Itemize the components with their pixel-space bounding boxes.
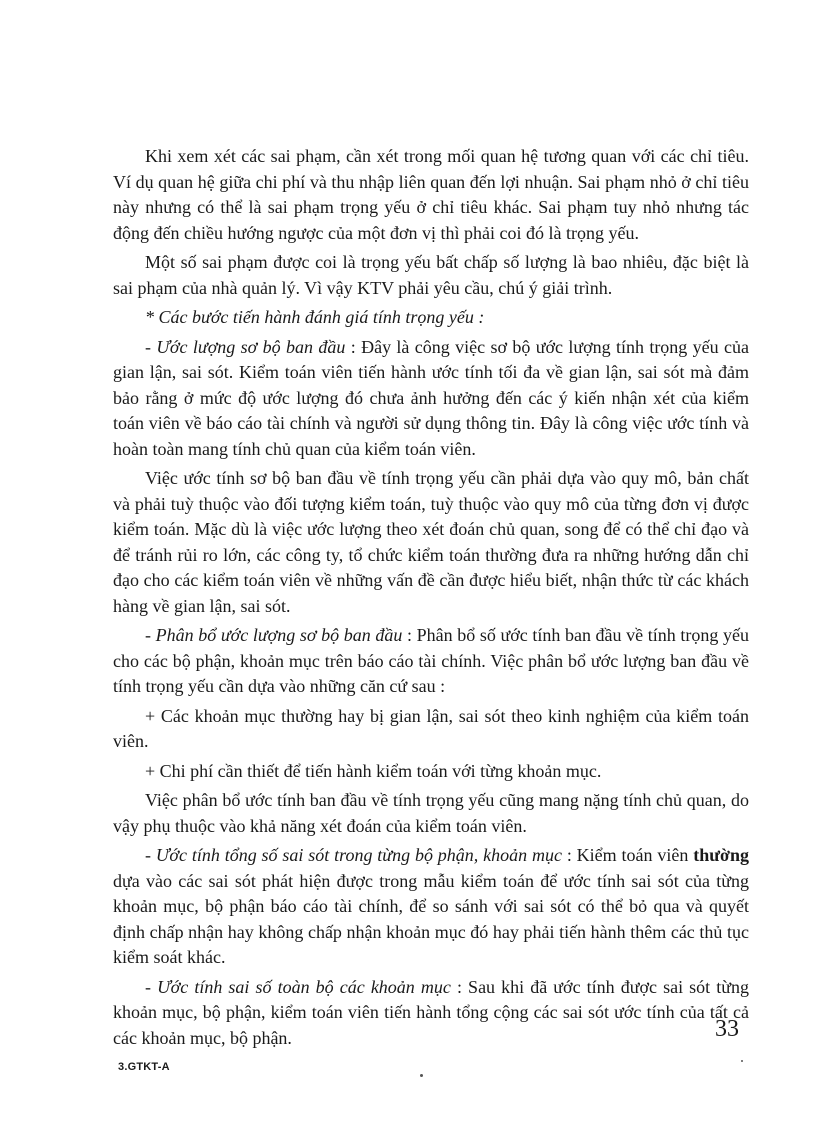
step-paragraph: [113, 843, 749, 971]
step-lead: - Ước lượng sơ bộ ban đầu: [145, 336, 346, 357]
steps-heading: * Các bước tiến hành đánh giá tính trọng yếu :: [145, 307, 485, 327]
paragraph: Một số sai phạm được coi là trọng yếu bất chấp số lượng là bao nhiêu, đặc biệt là sai phạm của nhà quản lý. Vì vậy KTV phải yêu cầu, chú ý giải trình.: [113, 252, 749, 298]
step-lead: - Ước tính sai số toàn bộ các khoản mục: [145, 976, 451, 997]
step-paragraph: [113, 335, 749, 463]
step-text: : Kiểm toán viên: [561, 845, 694, 865]
step-text: : Sau khi đã ước tính được sai sót từng khoản mục, bộ phận, kiểm toán viên tiến hành tổng cộng các sai sót ước tính của tất cả các khoản mục, bộ phận.: [113, 976, 749, 1048]
step-text: : Phân bổ số ước tính ban đầu về tính trọng yếu cho các bộ phận, khoản mục trên báo cáo tài chính. Việc phân bổ ước lượng ban đầu về tính trọng yếu cần dựa vào những căn cứ sau :: [113, 625, 749, 696]
step-paragraph: [113, 623, 749, 700]
step-paragraph: [113, 975, 749, 1052]
scan-speck: [420, 1074, 423, 1077]
footer-code: 3.GTKT-A: [118, 1061, 170, 1073]
body-text: [113, 144, 749, 1055]
step-text: : Đây là công việc sơ bộ ước lượng tính trọng yếu của gian lận, sai sót. Kiểm toán viên tiến hành ước tính tối đa về gian lận, sai sót mà đảm bảo rằng ở mức độ ước lượng đó chưa ảnh hưởng đến các ý kiến nhận xét của kiểm toán viên về báo cáo tài chính và người sử dụng thông tin. Đây là công việc ước tính và hoàn toàn mang tính chủ quan của kiểm toán viên.: [113, 336, 749, 459]
scan-speck: [741, 1060, 743, 1062]
paragraph: Việc phân bổ ước tính ban đầu về tính trọng yếu cũng mang nặng tính chủ quan, do vậy phụ thuộc vào khả năng xét đoán của kiểm toán viên.: [113, 790, 749, 836]
step-bold-word: thường: [693, 845, 749, 865]
bullet-item: + Chi phí cần thiết để tiến hành kiểm toán với từng khoản mục.: [145, 760, 602, 781]
step-lead: - Phân bổ ước lượng sơ bộ ban đầu: [145, 625, 403, 645]
page-number: 33: [715, 1016, 739, 1042]
paragraph: Khi xem xét các sai phạm, cần xét trong mối quan hệ tương quan với các chỉ tiêu. Ví dụ quan hệ giữa chi phí và thu nhập liên quan đến lợi nhuận. Sai phạm nhỏ ở chỉ tiêu này nhưng có thể là sai phạm trọng yếu ở chỉ tiêu khác. Sai phạm tuy nhỏ nhưng tác động đến chiều hướng ngược của một đơn vị thì phải coi đó là trọng yếu.: [113, 146, 749, 243]
step-text: dựa vào các sai sót phát hiện được trong mẫu kiểm toán để ước tính sai sót của từng khoản mục, bộ phận báo cáo tài chính, để so sánh với sai sót có thể bỏ qua và quyết định chấp nhận hay không chấp nhận khoản mục đó hay phải tiến hành thêm các thủ tục kiểm soát khác.: [113, 870, 749, 967]
bullet-item: + Các khoản mục thường hay bị gian lận, sai sót theo kinh nghiệm của kiểm toán viên.: [113, 705, 749, 751]
step-lead: - Ước tính tổng số sai sót trong từng bộ phận, khoản mục: [145, 845, 562, 865]
paragraph: Việc ước tính sơ bộ ban đầu về tính trọng yếu cần phải dựa vào quy mô, bản chất và phải tuỳ thuộc vào đối tượng kiểm toán, tuỳ thuộc vào quy mô của từng đơn vị được kiểm toán. Mặc dù là việc ước lượng theo xét đoán chủ quan, song để có thể chỉ đạo và để tránh rủi ro lớn, các công ty, tổ chức kiểm toán thường đưa ra những hướng dẫn chỉ đạo cho các kiểm toán viên về những vấn đề cần được hiểu biết, nhận thức từ các khách hàng về gian lận, sai sót.: [113, 468, 749, 616]
